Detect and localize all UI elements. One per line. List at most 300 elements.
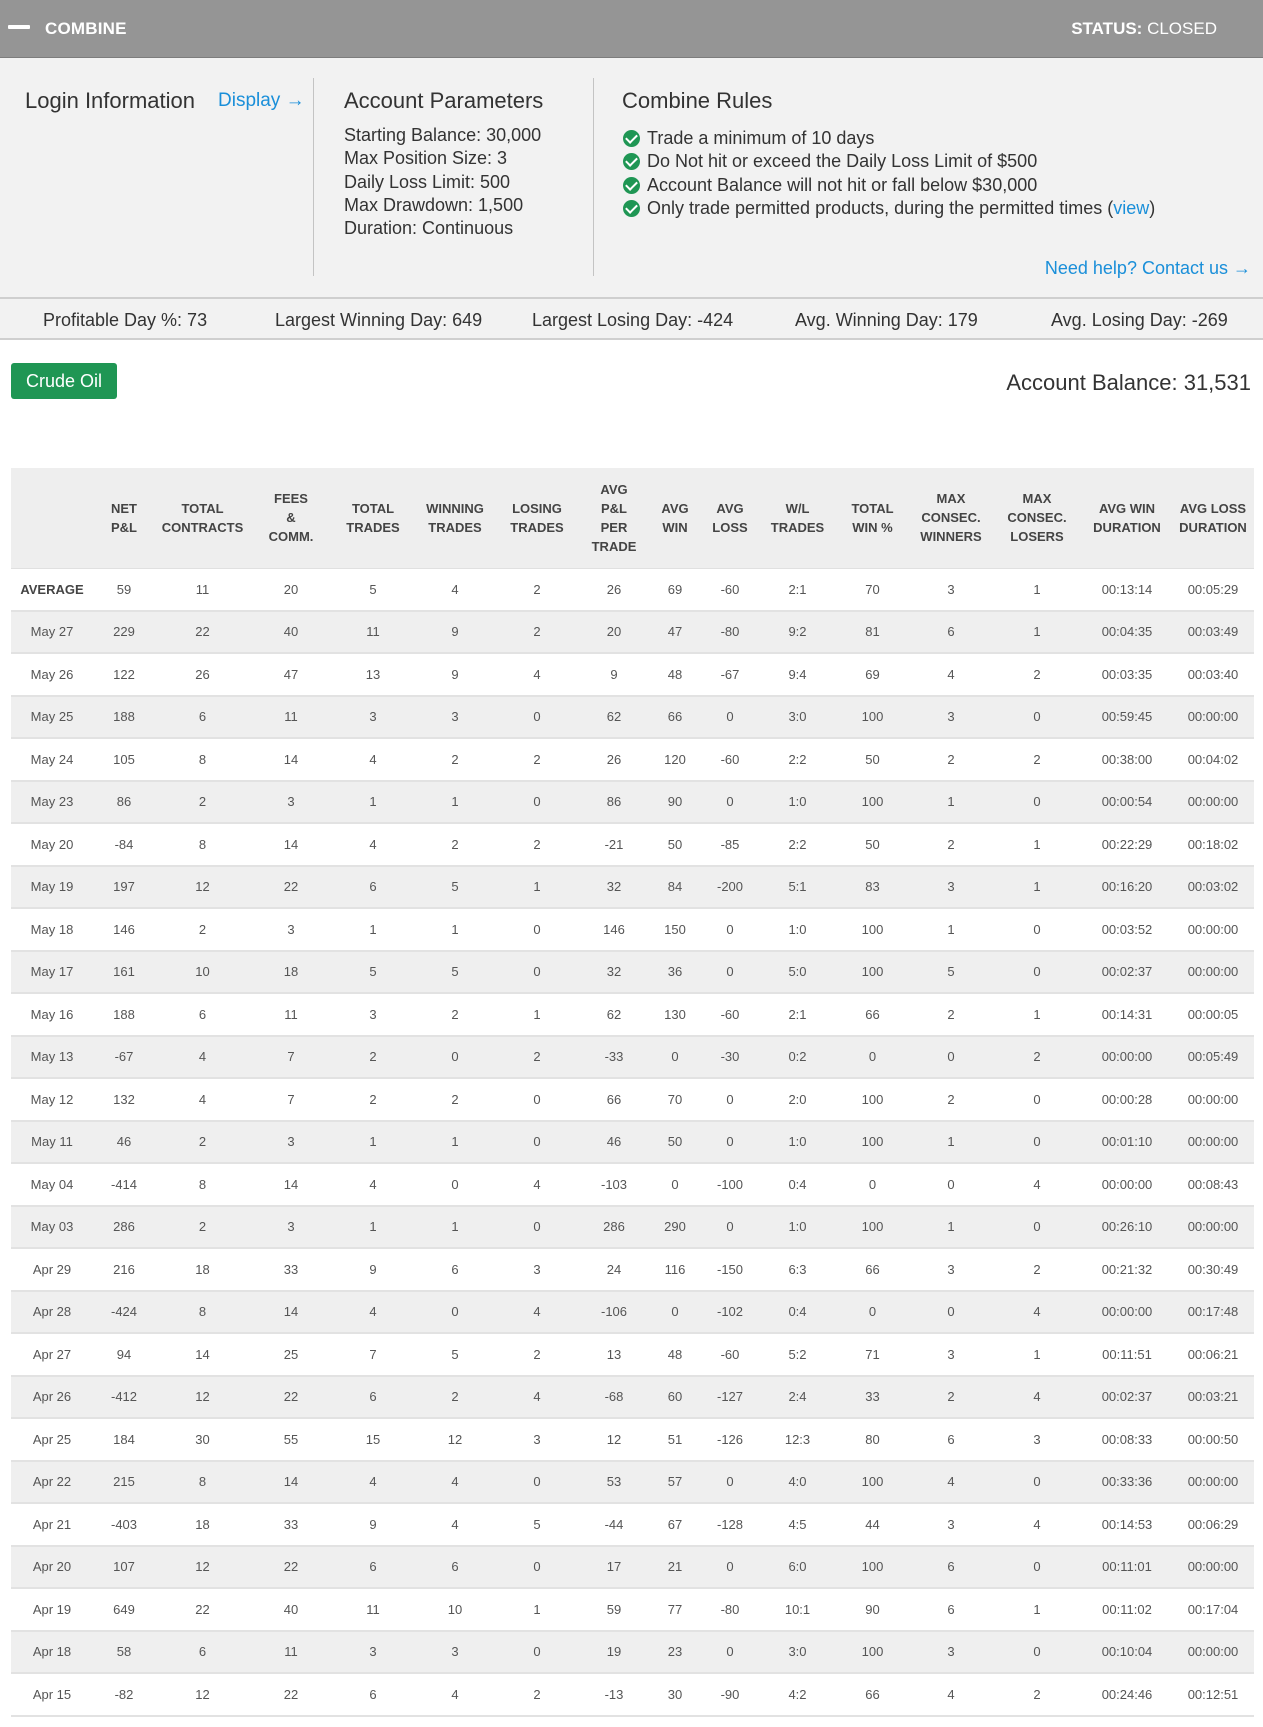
stats-bar <box>0 297 1263 340</box>
table-cell: 00:33:36 <box>1082 1461 1172 1504</box>
table-cell: 00:22:29 <box>1082 823 1172 866</box>
column-header: NET P&L <box>93 468 155 568</box>
table-cell: 100 <box>835 1078 910 1121</box>
table-cell: 00:21:32 <box>1082 1248 1172 1291</box>
table-cell: 286 <box>578 1206 650 1249</box>
table-cell: 2 <box>992 1036 1082 1079</box>
table-cell: 57 <box>650 1461 700 1504</box>
table-cell: 66 <box>835 1673 910 1716</box>
table-cell: 6 <box>910 1546 992 1589</box>
table-cell: 00:06:29 <box>1172 1503 1254 1546</box>
table-cell: -80 <box>700 611 760 654</box>
table-row <box>11 696 1254 739</box>
stat-avg-winning-day: Avg. Winning Day: 179 <box>795 310 978 330</box>
rule-item: Trade a minimum of 10 days <box>623 127 1155 150</box>
table-cell: 20 <box>578 611 650 654</box>
table-cell: 0 <box>496 696 578 739</box>
table-cell: 30 <box>650 1673 700 1716</box>
table-cell: 3 <box>910 1503 992 1546</box>
table-cell: 1 <box>992 866 1082 909</box>
table-cell: 0 <box>992 696 1082 739</box>
account-balance: Account Balance: 31,531 <box>1006 370 1251 395</box>
table-cell: 12 <box>155 1546 250 1589</box>
table-cell: 14 <box>250 823 332 866</box>
table-cell: 2 <box>414 823 496 866</box>
table-cell: 84 <box>650 866 700 909</box>
table-row <box>11 1036 1254 1079</box>
account-params-list <box>344 124 541 240</box>
table-cell: 20 <box>250 568 332 611</box>
table-cell: 0 <box>910 1036 992 1079</box>
table-cell: -21 <box>578 823 650 866</box>
table-cell: 00:00:00 <box>1172 696 1254 739</box>
table-cell: 6 <box>910 1588 992 1631</box>
table-cell: 3 <box>910 696 992 739</box>
table-cell: 4 <box>332 738 414 781</box>
table-cell: 00:11:51 <box>1082 1333 1172 1376</box>
table-cell: 5:0 <box>760 951 835 994</box>
table-cell: 0 <box>992 781 1082 824</box>
table-cell: 2 <box>992 653 1082 696</box>
row-label: May 13 <box>11 1036 93 1079</box>
table-cell: 4 <box>910 1461 992 1504</box>
row-label: Apr 15 <box>11 1673 93 1716</box>
rule-item: Do Not hit or exceed the Daily Loss Limit of $500 <box>623 150 1155 173</box>
table-cell: 0 <box>992 908 1082 951</box>
table-cell: 11 <box>250 1631 332 1674</box>
table-cell: 00:11:02 <box>1082 1588 1172 1631</box>
table-cell: 100 <box>835 1546 910 1589</box>
table-cell: 11 <box>332 1588 414 1631</box>
table-cell: 3 <box>910 866 992 909</box>
table-cell: 3 <box>910 1248 992 1291</box>
table-cell: 66 <box>650 696 700 739</box>
table-cell: 21 <box>650 1546 700 1589</box>
column-header: TOTAL WIN % <box>835 468 910 568</box>
param-max-drawdown: Max Drawdown: 1,500 <box>344 194 524 215</box>
table-cell: 4 <box>414 1461 496 1504</box>
table-cell: -128 <box>700 1503 760 1546</box>
table-cell: 146 <box>578 908 650 951</box>
table-row <box>11 1673 1254 1716</box>
table-row <box>11 1163 1254 1206</box>
table-cell: 59 <box>578 1588 650 1631</box>
table-cell: 6 <box>332 866 414 909</box>
table-cell: 94 <box>93 1333 155 1376</box>
table-cell: 2 <box>155 781 250 824</box>
table-cell: 14 <box>250 1291 332 1334</box>
table-cell: 00:11:01 <box>1082 1546 1172 1589</box>
table-cell: 4 <box>496 1163 578 1206</box>
table-cell: 12:3 <box>760 1418 835 1461</box>
table-cell: 5 <box>332 951 414 994</box>
table-cell: 00:03:21 <box>1172 1376 1254 1419</box>
table-cell: 4 <box>332 1291 414 1334</box>
table-cell: 50 <box>650 823 700 866</box>
table-cell: 00:00:00 <box>1172 1546 1254 1589</box>
column-header <box>11 468 93 568</box>
table-cell: 0 <box>496 1078 578 1121</box>
table-cell: 00:00:00 <box>1082 1163 1172 1206</box>
row-label: May 16 <box>11 993 93 1036</box>
table-cell: 2 <box>910 823 992 866</box>
table-cell: 6:0 <box>760 1546 835 1589</box>
table-cell: 3 <box>496 1418 578 1461</box>
table-cell: 215 <box>93 1461 155 1504</box>
table-cell: 00:03:52 <box>1082 908 1172 951</box>
table-cell: 6 <box>155 696 250 739</box>
table-cell: 4 <box>910 1673 992 1716</box>
table-cell: 66 <box>578 1078 650 1121</box>
check-circle-icon <box>623 200 640 217</box>
check-circle-icon <box>623 130 640 147</box>
table-cell: 0 <box>992 1078 1082 1121</box>
table-cell: 2 <box>414 738 496 781</box>
info-panel <box>0 58 1263 297</box>
table-cell: 00:08:33 <box>1082 1418 1172 1461</box>
table-cell: 23 <box>650 1631 700 1674</box>
table-cell: 1 <box>332 781 414 824</box>
table-cell: -67 <box>700 653 760 696</box>
table-cell: 8 <box>155 1163 250 1206</box>
table-cell: -150 <box>700 1248 760 1291</box>
table-cell: 4 <box>992 1376 1082 1419</box>
table-cell: 24 <box>578 1248 650 1291</box>
table-cell: -412 <box>93 1376 155 1419</box>
table-cell: 55 <box>250 1418 332 1461</box>
row-label: Apr 22 <box>11 1461 93 1504</box>
table-cell: 7 <box>250 1078 332 1121</box>
table-cell: 1 <box>992 823 1082 866</box>
stat-largest-winning-day: Largest Winning Day: 649 <box>275 310 483 330</box>
table-cell: 2 <box>910 1078 992 1121</box>
table-cell: 4 <box>332 1461 414 1504</box>
table-cell: 32 <box>578 866 650 909</box>
table-cell: 3 <box>414 1631 496 1674</box>
table-cell: 22 <box>250 866 332 909</box>
table-cell: 12 <box>155 1673 250 1716</box>
table-row <box>11 1588 1254 1631</box>
table-cell: 2:0 <box>760 1078 835 1121</box>
table-cell: 3 <box>250 1206 332 1249</box>
table-cell: 9 <box>332 1248 414 1291</box>
row-label: Apr 21 <box>11 1503 93 1546</box>
table-cell: 18 <box>250 951 332 994</box>
table-cell: 13 <box>578 1333 650 1376</box>
table-cell: 0 <box>650 1163 700 1206</box>
table-cell: 1 <box>414 781 496 824</box>
table-cell: 100 <box>835 1121 910 1164</box>
table-cell: 80 <box>835 1418 910 1461</box>
table-cell: 100 <box>835 696 910 739</box>
table-cell: 100 <box>835 908 910 951</box>
table-cell: 100 <box>835 1631 910 1674</box>
contact-help-link[interactable]: Need help? Contact us → <box>1044 258 1251 278</box>
table-cell: -84 <box>93 823 155 866</box>
table-cell: 0 <box>910 1291 992 1334</box>
table-cell: 1 <box>496 993 578 1036</box>
table-cell: 11 <box>250 696 332 739</box>
table-header-row <box>11 468 1254 568</box>
table-cell: 00:30:49 <box>1172 1248 1254 1291</box>
table-cell: 46 <box>93 1121 155 1164</box>
param-max-position: Max Position Size: 3 <box>344 148 508 169</box>
table-cell: 6 <box>155 993 250 1036</box>
table-cell: 83 <box>835 866 910 909</box>
table-row <box>11 1376 1254 1419</box>
table-cell: 77 <box>650 1588 700 1631</box>
table-cell: 216 <box>93 1248 155 1291</box>
table-cell: 70 <box>650 1078 700 1121</box>
table-cell: -60 <box>700 993 760 1036</box>
table-cell: 5 <box>496 1503 578 1546</box>
table-cell: 33 <box>835 1376 910 1419</box>
table-cell: 184 <box>93 1418 155 1461</box>
table-cell: 1:0 <box>760 908 835 951</box>
row-label: Apr 18 <box>11 1631 93 1674</box>
table-cell: 286 <box>93 1206 155 1249</box>
table-cell: 00:00:50 <box>1172 1418 1254 1461</box>
table-row <box>11 993 1254 1036</box>
column-header: MAX CONSEC. WINNERS <box>910 468 992 568</box>
table-cell: 00:05:49 <box>1172 1036 1254 1079</box>
table-cell: 33 <box>250 1503 332 1546</box>
table-cell: 8 <box>155 1461 250 1504</box>
table-cell: 4:0 <box>760 1461 835 1504</box>
table-cell: -80 <box>700 1588 760 1631</box>
daily-stats-table <box>11 468 1254 1717</box>
table-cell: 2 <box>992 1248 1082 1291</box>
table-cell: 4:5 <box>760 1503 835 1546</box>
table-cell: 00:00:28 <box>1082 1078 1172 1121</box>
table-cell: 2 <box>155 908 250 951</box>
column-header: FEES & COMM. <box>250 468 332 568</box>
table-cell: 0 <box>650 1291 700 1334</box>
table-cell: 2 <box>414 993 496 1036</box>
table-cell: 6 <box>910 1418 992 1461</box>
table-cell: 2 <box>496 738 578 781</box>
table-cell: 4:2 <box>760 1673 835 1716</box>
table-cell: 40 <box>250 611 332 654</box>
table-cell: 19 <box>578 1631 650 1674</box>
table-cell: 2 <box>496 1333 578 1376</box>
table-cell: 122 <box>93 653 155 696</box>
table-cell: 1 <box>992 568 1082 611</box>
table-cell: 100 <box>835 1461 910 1504</box>
table-cell: 3:0 <box>760 1631 835 1674</box>
table-cell: 17 <box>578 1546 650 1589</box>
table-cell: 62 <box>578 696 650 739</box>
table-cell: 6 <box>332 1376 414 1419</box>
collapse-icon[interactable] <box>8 25 30 29</box>
table-cell: 4 <box>332 1163 414 1206</box>
table-cell: 22 <box>155 611 250 654</box>
table-cell: 53 <box>578 1461 650 1504</box>
table-row <box>11 1461 1254 1504</box>
table-row <box>11 1503 1254 1546</box>
table-cell: 11 <box>332 611 414 654</box>
table-cell: 00:24:46 <box>1082 1673 1172 1716</box>
view-link[interactable]: view <box>1113 198 1150 219</box>
table-cell: -126 <box>700 1418 760 1461</box>
table-cell: 32 <box>578 951 650 994</box>
table-cell: 48 <box>650 653 700 696</box>
table-row <box>11 738 1254 781</box>
table-cell: 1 <box>910 1121 992 1164</box>
table-cell: -60 <box>700 568 760 611</box>
table-cell: 62 <box>578 993 650 1036</box>
table-cell: 188 <box>93 993 155 1036</box>
table-cell: 6 <box>910 611 992 654</box>
table-cell: -100 <box>700 1163 760 1206</box>
table-cell: 2 <box>332 1036 414 1079</box>
table-cell: 12 <box>155 866 250 909</box>
column-header: LOSING TRADES <box>496 468 578 568</box>
table-cell: 0 <box>496 1546 578 1589</box>
column-header: AVG WIN <box>650 468 700 568</box>
table-cell: 105 <box>93 738 155 781</box>
table-cell: 1 <box>992 1588 1082 1631</box>
table-cell: 90 <box>650 781 700 824</box>
table-cell: 00:26:10 <box>1082 1206 1172 1249</box>
crude-oil-button[interactable]: Crude Oil <box>11 363 117 399</box>
table-cell: 0 <box>992 1461 1082 1504</box>
table-cell: 2:2 <box>760 823 835 866</box>
table-cell: 0 <box>496 1121 578 1164</box>
row-label: May 11 <box>11 1121 93 1164</box>
table-cell: 90 <box>835 1588 910 1631</box>
table-cell: 1 <box>910 781 992 824</box>
table-cell: 9 <box>332 1503 414 1546</box>
row-label: May 25 <box>11 696 93 739</box>
table-cell: 00:08:43 <box>1172 1163 1254 1206</box>
table-cell: 7 <box>332 1333 414 1376</box>
table-cell: 2 <box>332 1078 414 1121</box>
table-cell: 10:1 <box>760 1588 835 1631</box>
average-row <box>11 568 1254 611</box>
table-cell: 10 <box>414 1588 496 1631</box>
table-cell: 3 <box>910 1333 992 1376</box>
table-cell: 2 <box>155 1206 250 1249</box>
table-row <box>11 1078 1254 1121</box>
table-cell: 1 <box>496 1588 578 1631</box>
table-cell: 0 <box>700 1546 760 1589</box>
table-row <box>11 866 1254 909</box>
table-cell: 2 <box>910 993 992 1036</box>
table-cell: 3 <box>496 1248 578 1291</box>
table-cell: 33 <box>250 1248 332 1291</box>
table-cell: 8 <box>155 823 250 866</box>
table-cell: 2 <box>496 1673 578 1716</box>
table-cell: 5:1 <box>760 866 835 909</box>
table-cell: 0 <box>835 1163 910 1206</box>
table-cell: 00:00:00 <box>1172 1078 1254 1121</box>
table-cell: 14 <box>250 738 332 781</box>
table-cell: 00:03:49 <box>1172 611 1254 654</box>
table-cell: 48 <box>650 1333 700 1376</box>
row-label: May 27 <box>11 611 93 654</box>
table-cell: 161 <box>93 951 155 994</box>
row-label: Apr 28 <box>11 1291 93 1334</box>
table-cell: 197 <box>93 866 155 909</box>
table-cell: 3 <box>332 1631 414 1674</box>
table-row <box>11 1248 1254 1291</box>
check-circle-icon <box>623 153 640 170</box>
table-cell: 0 <box>414 1163 496 1206</box>
table-cell: 46 <box>578 1121 650 1164</box>
table-cell: 0 <box>700 1078 760 1121</box>
rule-item: Only trade permitted products, during the permitted times ( view ) <box>623 197 1155 220</box>
table-cell: 00:06:21 <box>1172 1333 1254 1376</box>
table-cell: -403 <box>93 1503 155 1546</box>
table-cell: 2:2 <box>760 738 835 781</box>
stat-avg-losing-day: Avg. Losing Day: -269 <box>1051 310 1228 330</box>
table-cell: -106 <box>578 1291 650 1334</box>
table-cell: 0 <box>992 951 1082 994</box>
table-cell: 18 <box>155 1503 250 1546</box>
rule-item: Account Balance will not hit or fall below $30,000 <box>623 174 1155 197</box>
table-cell: 00:17:04 <box>1172 1588 1254 1631</box>
column-header: TOTAL TRADES <box>332 468 414 568</box>
display-link[interactable]: Display → <box>218 90 305 111</box>
table-cell: 1 <box>414 908 496 951</box>
table-cell: 00:00:00 <box>1082 1036 1172 1079</box>
column-header: AVG LOSS DURATION <box>1172 468 1254 568</box>
table-cell: 3 <box>910 1631 992 1674</box>
table-cell: 00:03:35 <box>1082 653 1172 696</box>
table-row <box>11 908 1254 951</box>
table-cell: 1 <box>496 866 578 909</box>
login-info-title: Login Information <box>25 88 195 113</box>
table-cell: 3 <box>910 568 992 611</box>
row-label: May 20 <box>11 823 93 866</box>
table-cell: -102 <box>700 1291 760 1334</box>
table-cell: 1 <box>414 1206 496 1249</box>
table-cell: 4 <box>496 1376 578 1419</box>
table-cell: 7 <box>250 1036 332 1079</box>
param-starting-balance: Starting Balance: 30,000 <box>344 125 542 145</box>
table-cell: 00:01:10 <box>1082 1121 1172 1164</box>
table-cell: -414 <box>93 1163 155 1206</box>
table-row <box>11 611 1254 654</box>
table-cell: 66 <box>835 1248 910 1291</box>
table-cell: 11 <box>250 993 332 1036</box>
table-body <box>11 568 1254 1716</box>
table-cell: 70 <box>835 568 910 611</box>
table-cell: 6:3 <box>760 1248 835 1291</box>
status-indicator <box>1071 19 1217 39</box>
status-value: CLOSED <box>1147 19 1217 38</box>
table-cell: 2 <box>496 1036 578 1079</box>
table-cell: 5 <box>414 951 496 994</box>
table-cell: 1 <box>332 1121 414 1164</box>
row-label: May 17 <box>11 951 93 994</box>
table-cell: 0 <box>700 1121 760 1164</box>
table-cell: 59 <box>93 568 155 611</box>
table-cell: 229 <box>93 611 155 654</box>
table-cell: 22 <box>250 1673 332 1716</box>
table-cell: 5 <box>910 951 992 994</box>
table-cell: 00:02:37 <box>1082 1376 1172 1419</box>
table-cell: 9 <box>578 653 650 696</box>
table-row <box>11 1631 1254 1674</box>
table-cell: 0 <box>992 1121 1082 1164</box>
row-label: Apr 20 <box>11 1546 93 1589</box>
table-cell: 2 <box>496 568 578 611</box>
table-cell: 2:4 <box>760 1376 835 1419</box>
table-cell: 1:0 <box>760 781 835 824</box>
table-cell: 1 <box>910 908 992 951</box>
